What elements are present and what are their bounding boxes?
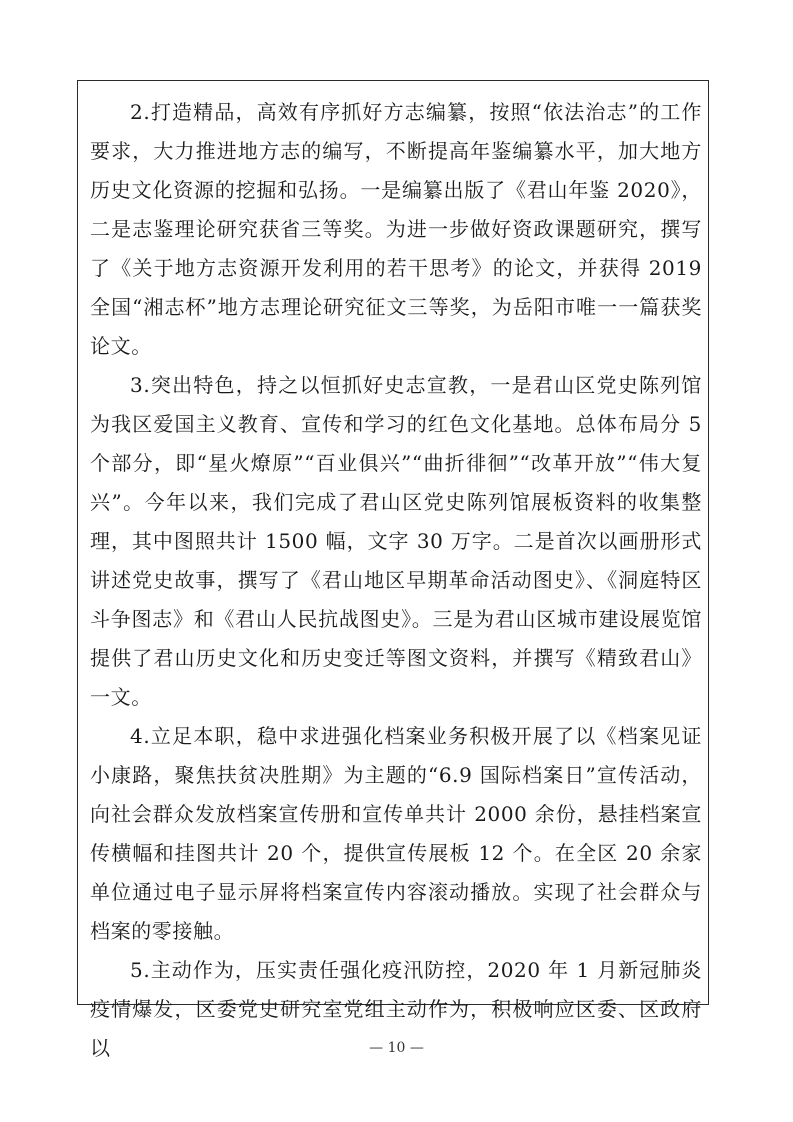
paragraph-4: 4.立足本职，稳中求进强化档案业务积极开展了以《档案见证小康路，聚焦扶贫决胜期》为主题的“6.9 国际档案日”宣传活动，向社会群众发放档案宣传册和宣传单共计 2000 余份，悬挂档案宣传横幅和挂图共计 20 个，提供宣传展板 12 个。在全区 20 余家单位通过电子显示屏将档案宣传内容滚动播放。实现了社会群众与档案的零接触。	[90, 724, 702, 943]
paragraph-3: 3.突出特色，持之以恒抓好史志宣教，一是君山区党史陈列馆为我区爱国主义教育、宣传和学习的红色文化基地。总体布局分 5 个部分，即“星火燎原”“百业俱兴”“曲折徘徊”“改革开放”“伟大复兴”。今年以来，我们完成了君山区党史陈列馆展板资料的收集整理，其中图照共计 1500 幅，文字 30 万字。二是首次以画册形式讲述党史故事，撰写了《君山地区早期革命活动图史》、《洞庭特区斗争图志》和《君山人民抗战图史》。三是为君山区城市建设展览馆提供了君山历史文化和历史变迁等图文资料，并撰写《精致君山》一文。	[90, 373, 702, 709]
paragraph-2: 2.打造精品，高效有序抓好方志编纂，按照“依法治志”的工作要求，大力推进地方志的编写，不断提高年鉴编纂水平，加大地方历史文化资源的挖掘和弘扬。一是编纂出版了《君山年鉴 2020》，二是志鉴理论研究获省三等奖。为进一步做好资政课题研究，撰写了《关于地方志资源开发利用的若干思考》的论文，并获得 2019 全国“湘志杯”地方志理论研究征文三等奖，为岳阳市唯一一篇获奖论文。	[90, 100, 702, 358]
page-number: — 10 —	[369, 1040, 424, 1056]
paragraph-5: 5.主动作为，压实责任强化疫汛防控，2020 年 1 月新冠肺炎疫情爆发，区委党史研究室党组主动作为，积极响应区委、区政府以	[90, 958, 702, 1060]
